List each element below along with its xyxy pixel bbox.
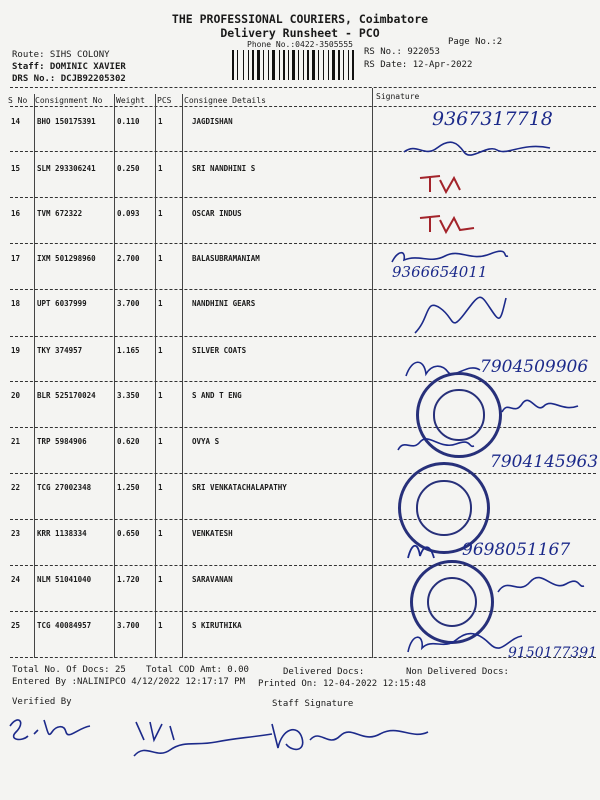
row-rule: [10, 243, 596, 244]
staff-signature: [126, 712, 276, 768]
signature-scribble: [396, 436, 476, 456]
signature-scribble: [402, 138, 552, 160]
row-rule: [10, 427, 596, 428]
barcode-bar: [286, 50, 287, 80]
signature-scribble: [418, 210, 478, 236]
row-consignment: IXM 501298960: [37, 254, 96, 263]
total-docs: Total No. Of Docs: 25: [12, 665, 126, 675]
row-consignee: S AND T ENG: [192, 391, 242, 400]
barcode-bar: [316, 50, 317, 80]
barcode-bar: [243, 50, 244, 80]
barcode-bar: [323, 50, 324, 80]
row-consignee: SARAVANAN: [192, 575, 233, 584]
col-divider: [155, 94, 156, 658]
row-consignment: TRP 5984906: [37, 437, 87, 446]
row-consignment: TVM 672322: [37, 209, 83, 218]
row-sno: 25: [11, 621, 21, 630]
signature-scribble: [496, 572, 586, 602]
barcode-bar: [350, 50, 351, 80]
row-sno: 19: [11, 346, 21, 355]
barcode-bar: [348, 50, 349, 80]
col-signature: Signature: [376, 92, 420, 101]
barcode-bar: [265, 50, 267, 80]
row-weight: 3.700: [117, 621, 140, 630]
handwritten-phone: 9150177391: [508, 645, 598, 661]
row-consignment: BLR 525170024: [37, 391, 96, 400]
barcode-bar: [320, 50, 322, 80]
col-consignment: Consignment No: [35, 96, 103, 105]
row-pcs: 1: [158, 575, 163, 584]
phone-number: Phone No.:0422-3505555: [247, 40, 353, 49]
staff-name: Staff: DOMINIC XAVIER: [12, 62, 126, 72]
row-pcs: 1: [158, 483, 163, 492]
page-number: Page No.:2: [448, 37, 503, 47]
header-bottom-rule: [10, 106, 596, 107]
barcode-bar: [270, 50, 271, 80]
row-sno: 22: [11, 483, 21, 492]
row-sno: 16: [11, 209, 21, 218]
barcode-bar: [338, 50, 340, 80]
row-consignment: KRR 1138334: [37, 529, 87, 538]
row-pcs: 1: [158, 254, 163, 263]
total-cod: Total COD Amt: 0.00: [146, 665, 249, 675]
row-pcs: 1: [158, 164, 163, 173]
delivered-docs: Delivered Docs:: [283, 667, 365, 677]
barcode-bar: [325, 50, 327, 80]
row-pcs: 1: [158, 209, 163, 218]
row-weight: 0.110: [117, 117, 140, 126]
staff-signature: [262, 718, 432, 758]
row-sno: 18: [11, 299, 21, 308]
verifier-signature: [4, 712, 94, 748]
barcode-bar: [239, 50, 242, 80]
printed-on: Printed On: 12-04-2022 12:15:48: [258, 679, 426, 689]
barcode-bar: [332, 50, 335, 80]
barcode-bar: [303, 50, 304, 80]
row-rule: [10, 197, 596, 198]
barcode-bar: [305, 50, 306, 80]
barcode-bar: [312, 50, 315, 80]
barcode-bar: [255, 50, 256, 80]
row-weight: 3.700: [117, 299, 140, 308]
row-consignment: UPT 6037999: [37, 299, 87, 308]
row-rule: [10, 473, 596, 474]
row-consignee: JAGDISHAN: [192, 117, 233, 126]
row-sno: 23: [11, 529, 21, 538]
row-consignment: TCG 40084957: [37, 621, 92, 630]
row-consignee: SRI VENKATACHALAPATHY: [192, 483, 287, 492]
row-pcs: 1: [158, 346, 163, 355]
barcode-bar: [261, 50, 262, 80]
barcode-bar: [268, 50, 269, 80]
non-delivered-docs: Non Delivered Docs:: [406, 667, 509, 677]
row-consignee: SRI NANDHINI S: [192, 164, 256, 173]
staff-signature-label: Staff Signature: [272, 699, 354, 709]
barcode-bar: [318, 50, 319, 80]
row-consignment: TCG 27002348: [37, 483, 92, 492]
handwritten-phone: 9366654011: [392, 263, 488, 281]
col-pcs: PCS: [157, 96, 172, 105]
barcode-bar: [300, 50, 302, 80]
barcode-bar: [250, 50, 251, 80]
signature-scribble: [404, 628, 524, 658]
row-sno: 24: [11, 575, 21, 584]
barcode-bar: [257, 50, 260, 80]
row-weight: 0.620: [117, 437, 140, 446]
barcode-bar: [237, 50, 238, 80]
entered-by: Entered By :NALINIPCO 4/12/2022 12:17:17 PM: [12, 677, 245, 687]
row-sno: 21: [11, 437, 21, 446]
row-consignment: SLM 293306241: [37, 164, 96, 173]
row-weight: 1.165: [117, 346, 140, 355]
barcode-bar: [252, 50, 254, 80]
row-pcs: 1: [158, 529, 163, 538]
barcode-image: [232, 50, 358, 80]
row-sno: 15: [11, 164, 21, 173]
row-weight: 3.350: [117, 391, 140, 400]
row-pcs: 1: [158, 299, 163, 308]
barcode-bar: [248, 50, 249, 80]
barcode-bar: [298, 50, 299, 80]
rs-number: RS No.: 922053: [364, 47, 440, 57]
row-weight: 0.250: [117, 164, 140, 173]
col-divider: [182, 94, 183, 658]
rs-date: RS Date: 12-Apr-2022: [364, 60, 473, 70]
handwritten-phone: 9367317718: [432, 108, 553, 130]
barcode-bar: [336, 50, 337, 80]
company-title: THE PROFESSIONAL COURIERS, Coimbatore: [171, 12, 429, 26]
drs-number: DRS No.: DCJB92205302: [12, 74, 126, 84]
row-weight: 1.250: [117, 483, 140, 492]
signature-scribble: [418, 170, 468, 194]
barcode-bar: [232, 50, 234, 80]
header-top-rule: [10, 87, 596, 88]
barcode-bar: [235, 50, 236, 80]
barcode-bar: [352, 50, 354, 80]
row-pcs: 1: [158, 117, 163, 126]
row-weight: 0.650: [117, 529, 140, 538]
row-consignee: VENKATESH: [192, 529, 233, 538]
row-consignee: OVYA S: [192, 437, 220, 446]
row-rule: [10, 611, 596, 612]
row-rule: [10, 381, 596, 382]
barcode-bar: [288, 50, 289, 80]
barcode-bar: [279, 50, 280, 80]
handwritten-phone: 7904145963: [490, 452, 599, 472]
barcode-bar: [272, 50, 275, 80]
barcode-bar: [343, 50, 344, 80]
barcode-bar: [263, 50, 264, 80]
signature-scribble: [500, 398, 580, 418]
col-weight: Weight: [116, 96, 145, 105]
col-divider: [114, 94, 115, 658]
signature-scribble: [410, 288, 510, 338]
barcode-bar: [341, 50, 342, 80]
row-rule: [10, 519, 596, 520]
handwritten-phone: 7904509906: [480, 357, 589, 377]
row-weight: 1.720: [117, 575, 140, 584]
row-consignee: BALASUBRAMANIAM: [192, 254, 260, 263]
row-consignee: NANDHINI GEARS: [192, 299, 256, 308]
row-consignee: SILVER COATS: [192, 346, 247, 355]
row-pcs: 1: [158, 621, 163, 630]
barcode-bar: [345, 50, 347, 80]
barcode-bar: [310, 50, 311, 80]
row-weight: 2.700: [117, 254, 140, 263]
barcode-bar: [307, 50, 309, 80]
row-pcs: 1: [158, 391, 163, 400]
col-consignee: Consignee Details: [184, 96, 266, 105]
barcode-bar: [330, 50, 331, 80]
col-divider: [34, 94, 35, 658]
col-sno: S No: [8, 96, 28, 105]
barcode-bar: [283, 50, 285, 80]
verified-by-label: Verified By: [12, 697, 72, 707]
barcode-bar: [281, 50, 282, 80]
row-consignee: S KIRUTHIKA: [192, 621, 242, 630]
barcode-bar: [276, 50, 278, 80]
barcode-bar: [355, 50, 358, 80]
handwritten-phone: 9698051167: [462, 540, 571, 560]
row-weight: 0.093: [117, 209, 140, 218]
row-sno: 17: [11, 254, 21, 263]
row-consignment: TKY 374957: [37, 346, 83, 355]
runsheet-title: Delivery Runsheet - PCO: [220, 26, 380, 40]
col-divider: [372, 88, 373, 658]
row-sno: 20: [11, 391, 21, 400]
barcode-bar: [245, 50, 247, 80]
route: Route: SIHS COLONY: [12, 50, 110, 60]
barcode-bar: [292, 50, 295, 80]
signature-scribble: [406, 538, 436, 562]
barcode-bar: [328, 50, 329, 80]
row-sno: 14: [11, 117, 21, 126]
barcode-bar: [296, 50, 297, 80]
row-consignment: BHO 150175391: [37, 117, 96, 126]
row-pcs: 1: [158, 437, 163, 446]
barcode-bar: [290, 50, 292, 80]
row-consignee: OSCAR INDUS: [192, 209, 242, 218]
row-consignment: NLM 51041040: [37, 575, 92, 584]
row-rule: [10, 565, 596, 566]
